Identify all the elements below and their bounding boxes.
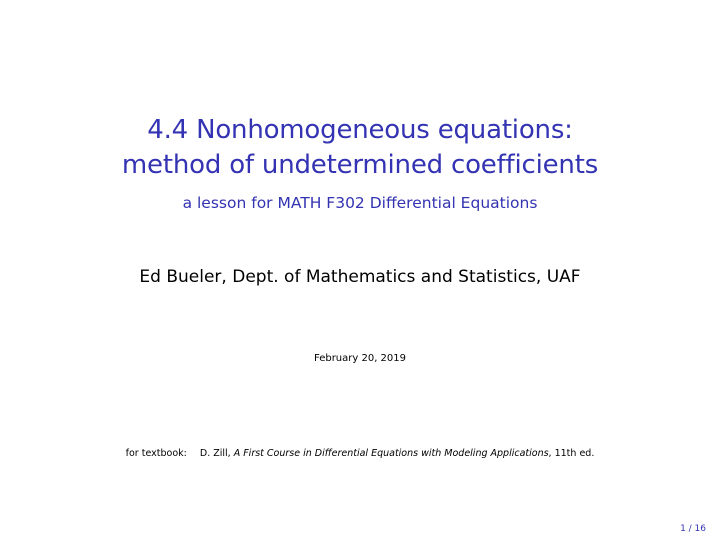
author-line: Ed Bueler, Dept. of Mathematics and Statistics, UAF [139,267,581,287]
textbook-edition: , 11th ed. [548,448,595,459]
textbook-author: D. Zill, [199,448,234,459]
page-number: 1 / 16 [680,524,706,534]
textbook-label: for textbook: [125,448,187,459]
subtitle: a lesson for MATH F302 Differential Equations [182,194,538,212]
textbook-title: A First Course in Differential Equations with Modeling Applications [233,448,549,459]
date: February 20, 2019 [313,353,407,364]
title-line-2: method of undetermined coefficients [121,150,599,180]
title-line-1: 4.4 Nonhomogeneous equations: [147,115,573,145]
textbook-note [0,447,720,460]
